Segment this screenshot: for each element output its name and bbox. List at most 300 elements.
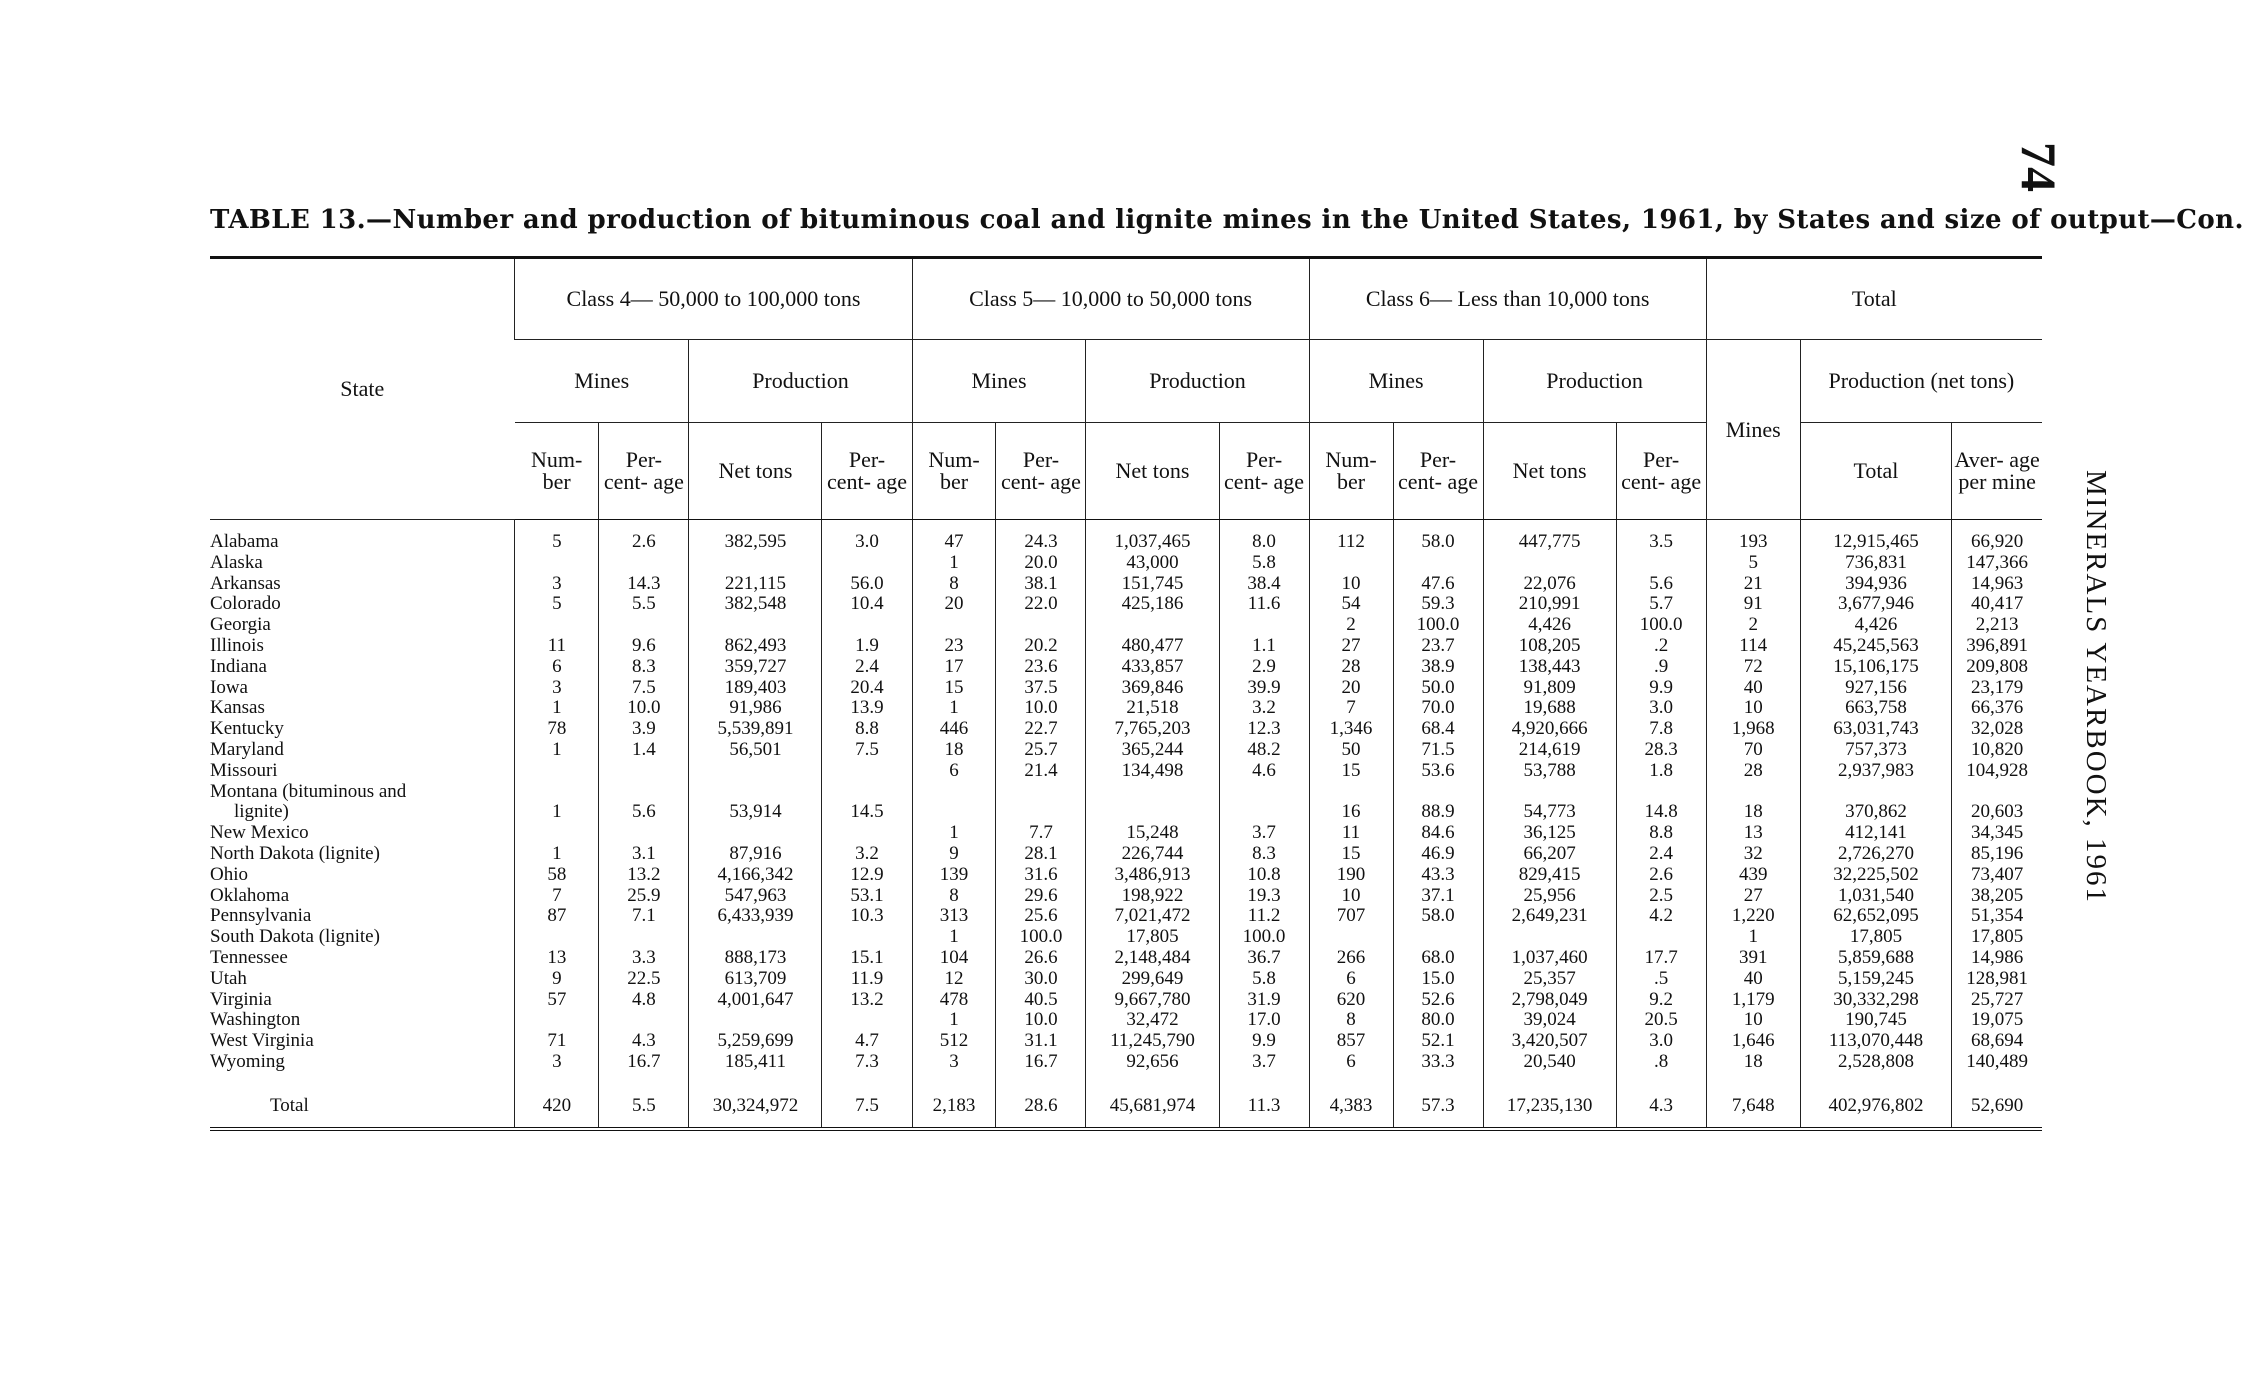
- total-average-per-mine-cell: 25,727: [1952, 990, 2042, 1011]
- class5-net-tons-cell: 92,656: [1086, 1052, 1219, 1073]
- total-mines-cell: 2: [1706, 615, 1800, 636]
- class6-net-tons-cell: 210,991: [1483, 594, 1616, 615]
- class5-net-tons-cell: 480,477: [1086, 636, 1219, 657]
- class5-production-percentage-cell: 8.3: [1219, 844, 1309, 865]
- class6-mines-percentage-cell: [1393, 927, 1483, 948]
- class5-production-percentage-cell: [1219, 802, 1309, 823]
- class4-mines-percentage-cell: 5.5: [599, 594, 689, 615]
- state-name: lignite): [234, 802, 289, 823]
- class5-mines-percentage-header: Per- cent- age: [996, 423, 1086, 520]
- class4-net-tons-cell: 382,548: [689, 594, 822, 615]
- class4-number-cell: [515, 1010, 599, 1031]
- class6-mines-percentage-header: Per- cent- age: [1393, 423, 1483, 520]
- table-row: [210, 823, 2042, 844]
- class6-mines-percentage-cell: 80.0: [1393, 1010, 1483, 1031]
- class6-production-percentage-cell: 5.7: [1616, 594, 1706, 615]
- class6-net-tons-cell: 138,443: [1483, 657, 1616, 678]
- class4-production-percentage-cell: 7.5: [822, 740, 912, 761]
- total-mines-cell: 28: [1706, 761, 1800, 782]
- class6-net-tons-cell: 17,235,130: [1483, 1085, 1616, 1129]
- total-mines-cell: 5: [1706, 553, 1800, 574]
- class6-net-tons-cell: 3,420,507: [1483, 1031, 1616, 1052]
- class5-mines-percentage-cell: 7.7: [996, 823, 1086, 844]
- class6-net-tons-cell: 54,773: [1483, 802, 1616, 823]
- class4-production-percentage-cell: [822, 615, 912, 636]
- class4-mines-percentage-cell: 3.3: [599, 948, 689, 969]
- class5-net-tons-cell: 9,667,780: [1086, 990, 1219, 1011]
- state-name: Georgia: [210, 615, 271, 636]
- class4-mines-percentage-cell: 10.0: [599, 698, 689, 719]
- class6-number-cell: 4,383: [1309, 1085, 1393, 1129]
- class4-mines-percentage-cell: 14.3: [599, 574, 689, 595]
- class5-production-percentage-cell: 12.3: [1219, 719, 1309, 740]
- class6-net-tons-cell: 53,788: [1483, 761, 1616, 782]
- class6-mines-percentage-cell: 53.6: [1393, 761, 1483, 782]
- total-production-total-cell: 2,937,983: [1800, 761, 1951, 782]
- class6-mines-percentage-cell: 57.3: [1393, 1085, 1483, 1129]
- class6-number-cell: 266: [1309, 948, 1393, 969]
- class5-mines-percentage-cell: 31.6: [996, 865, 1086, 886]
- class4-mines-percentage-cell: [599, 761, 689, 782]
- class5-net-tons-cell: 369,846: [1086, 678, 1219, 699]
- total-production-total-cell: 62,652,095: [1800, 906, 1951, 927]
- total-average-per-mine-cell: 128,981: [1952, 969, 2042, 990]
- class4-production-percentage-cell: [822, 553, 912, 574]
- class5-mines-percentage-cell: [996, 615, 1086, 636]
- class4-number-cell: 1: [515, 698, 599, 719]
- table-row: [210, 969, 2042, 990]
- class5-production-percentage-header: Per- cent- age: [1219, 423, 1309, 520]
- class5-mines-percentage-cell: 31.1: [996, 1031, 1086, 1052]
- class6-net-tons-cell: 447,775: [1483, 532, 1616, 553]
- class6-number-cell: [1309, 927, 1393, 948]
- class5-number-cell: 17: [912, 657, 996, 678]
- class6-number-cell: 15: [1309, 761, 1393, 782]
- class5-number-cell: 139: [912, 865, 996, 886]
- total-production-total-cell: 757,373: [1800, 740, 1951, 761]
- class6-production-percentage-cell: 9.9: [1616, 678, 1706, 699]
- state-name: Virginia: [210, 989, 272, 1010]
- class5-number-cell: 313: [912, 906, 996, 927]
- class5-production-percentage-cell: 8.0: [1219, 532, 1309, 553]
- total-average-per-mine-cell: 85,196: [1952, 844, 2042, 865]
- total-average-per-mine-cell: 66,920: [1952, 532, 2042, 553]
- class6-number-cell: 7: [1309, 698, 1393, 719]
- class6-mines-percentage-cell: [1393, 782, 1483, 803]
- total-mines-cell: 40: [1706, 678, 1800, 699]
- state-name: Oklahoma: [210, 885, 290, 906]
- total-average-per-mine-cell: 23,179: [1952, 678, 2042, 699]
- class4-net-tons-cell: [689, 927, 822, 948]
- class4-net-tons-cell: 4,166,342: [689, 865, 822, 886]
- class6-net-tons-cell: 20,540: [1483, 1052, 1616, 1073]
- spacer-row: [210, 1073, 2042, 1085]
- total-average-per-mine-cell: 20,603: [1952, 802, 2042, 823]
- class5-net-tons-cell: 43,000: [1086, 553, 1219, 574]
- class4-number-cell: [515, 823, 599, 844]
- class5-net-tons-cell: 2,148,484: [1086, 948, 1219, 969]
- class6-net-tons-cell: [1483, 553, 1616, 574]
- class5-number-cell: 3: [912, 1052, 996, 1073]
- class4-net-tons-cell: 359,727: [689, 657, 822, 678]
- class5-mines-percentage-cell: 16.7: [996, 1052, 1086, 1073]
- class4-mines-percentage-cell: [599, 553, 689, 574]
- class6-net-tons-cell: 829,415: [1483, 865, 1616, 886]
- class4-number-cell: [515, 782, 599, 803]
- class6-number-cell: 707: [1309, 906, 1393, 927]
- class5-mines-percentage-cell: 21.4: [996, 761, 1086, 782]
- class4-mines-percentage-cell: 3.1: [599, 844, 689, 865]
- total-average-per-mine-cell: 38,205: [1952, 886, 2042, 907]
- state-name: Colorado: [210, 594, 281, 615]
- class5-mines-percentage-cell: 28.6: [996, 1085, 1086, 1129]
- class6-net-tons-cell: 4,920,666: [1483, 719, 1616, 740]
- total-mines-cell: 18: [1706, 802, 1800, 823]
- class5-mines-percentage-cell: 10.0: [996, 1010, 1086, 1031]
- total-mines-cell: 193: [1706, 532, 1800, 553]
- class4-mines-percentage-header: Per- cent- age: [599, 423, 689, 520]
- class5-production-percentage-cell: 17.0: [1219, 1010, 1309, 1031]
- class4-net-tons-cell: 547,963: [689, 886, 822, 907]
- class4-net-tons-cell: 6,433,939: [689, 906, 822, 927]
- table-row: [210, 802, 2042, 823]
- class4-production-percentage-cell: 1.9: [822, 636, 912, 657]
- class4-production-percentage-cell: 3.0: [822, 532, 912, 553]
- class4-production-percentage-cell: [822, 823, 912, 844]
- class4-mines-percentage-cell: 7.1: [599, 906, 689, 927]
- table-row: [210, 532, 2042, 553]
- class5-net-tons-cell: 15,248: [1086, 823, 1219, 844]
- class5-number-cell: 12: [912, 969, 996, 990]
- class6-mines-percentage-cell: 58.0: [1393, 532, 1483, 553]
- table-body: [210, 520, 2042, 1129]
- state-name: Pennsylvania: [210, 906, 312, 927]
- class4-mines-header: Mines: [515, 340, 689, 423]
- class4-production-percentage-cell: 7.5: [822, 1085, 912, 1129]
- class5-net-tons-cell: 45,681,974: [1086, 1085, 1219, 1129]
- total-average-per-mine-cell: 68,694: [1952, 1031, 2042, 1052]
- class4-net-tons-cell: [689, 782, 822, 803]
- class6-production-percentage-cell: 14.8: [1616, 802, 1706, 823]
- total-production-total-cell: 394,936: [1800, 574, 1951, 595]
- class6-number-cell: 16: [1309, 802, 1393, 823]
- class5-mines-percentage-cell: [996, 782, 1086, 803]
- class4-number-cell: 13: [515, 948, 599, 969]
- state-name: Utah: [210, 968, 247, 989]
- class4-net-tons-header: Net tons: [689, 423, 822, 520]
- class6-net-tons-cell: 4,426: [1483, 615, 1616, 636]
- class6-net-tons-cell: 36,125: [1483, 823, 1616, 844]
- class6-production-percentage-cell: 9.2: [1616, 990, 1706, 1011]
- class5-production-percentage-cell: 4.6: [1219, 761, 1309, 782]
- class5-net-tons-cell: 17,805: [1086, 927, 1219, 948]
- state-name: Ohio: [210, 864, 248, 885]
- class4-net-tons-cell: [689, 553, 822, 574]
- class5-number-cell: 1: [912, 698, 996, 719]
- total-production-total-cell: 4,426: [1800, 615, 1951, 636]
- class4-production-percentage-cell: [822, 1010, 912, 1031]
- class4-number-cell: 5: [515, 532, 599, 553]
- class4-number-cell: 58: [515, 865, 599, 886]
- class6-number-cell: 1,346: [1309, 719, 1393, 740]
- class5-net-tons-cell: [1086, 802, 1219, 823]
- state-name: Arkansas: [210, 573, 281, 594]
- class6-production-percentage-cell: [1616, 927, 1706, 948]
- class4-mines-percentage-cell: 22.5: [599, 969, 689, 990]
- table-title: TABLE 13.—Number and production of bituminous coal and lignite mines in the United States, 1961, by States and size of output—Con.: [210, 205, 2244, 235]
- table-row: [210, 990, 2042, 1011]
- class4-net-tons-cell: 53,914: [689, 802, 822, 823]
- class6-mines-percentage-cell: 71.5: [1393, 740, 1483, 761]
- class4-production-percentage-cell: 13.9: [822, 698, 912, 719]
- class4-number-cell: [515, 927, 599, 948]
- class5-net-tons-cell: 134,498: [1086, 761, 1219, 782]
- class5-number-cell: 47: [912, 532, 996, 553]
- table-row: [210, 886, 2042, 907]
- table-row: [210, 574, 2042, 595]
- class6-number-cell: 28: [1309, 657, 1393, 678]
- class5-production-percentage-cell: 11.2: [1219, 906, 1309, 927]
- class5-net-tons-cell: 11,245,790: [1086, 1031, 1219, 1052]
- class4-production-percentage-cell: [822, 761, 912, 782]
- state-name: Montana (bituminous and: [210, 781, 407, 802]
- class4-net-tons-cell: [689, 615, 822, 636]
- class4-number-cell: 1: [515, 740, 599, 761]
- class5-mines-percentage-cell: 25.6: [996, 906, 1086, 927]
- class4-mines-percentage-cell: 5.6: [599, 802, 689, 823]
- class6-production-header: Production: [1483, 340, 1706, 423]
- class6-number-cell: 857: [1309, 1031, 1393, 1052]
- class5-production-percentage-cell: 38.4: [1219, 574, 1309, 595]
- class5-mines-percentage-cell: 26.6: [996, 948, 1086, 969]
- class5-number-cell: 9: [912, 844, 996, 865]
- class5-net-tons-cell: 299,649: [1086, 969, 1219, 990]
- class4-mines-percentage-cell: [599, 823, 689, 844]
- class4-number-cell: 1: [515, 802, 599, 823]
- class5-mines-percentage-cell: 25.7: [996, 740, 1086, 761]
- class6-mines-percentage-cell: 68.4: [1393, 719, 1483, 740]
- class6-number-cell: 6: [1309, 969, 1393, 990]
- table-row: [210, 1052, 2042, 1073]
- class6-net-tons-cell: 19,688: [1483, 698, 1616, 719]
- class5-number-cell: 8: [912, 886, 996, 907]
- class4-production-percentage-cell: 3.2: [822, 844, 912, 865]
- total-production-total-cell: 3,677,946: [1800, 594, 1951, 615]
- class6-production-percentage-cell: 1.8: [1616, 761, 1706, 782]
- total-production-total-cell: 2,528,808: [1800, 1052, 1951, 1073]
- class5-number-cell: 1: [912, 823, 996, 844]
- class4-number-cell: 7: [515, 886, 599, 907]
- total-mines-cell: 1,646: [1706, 1031, 1800, 1052]
- class5-net-tons-cell: 32,472: [1086, 1010, 1219, 1031]
- class5-production-percentage-cell: [1219, 782, 1309, 803]
- class4-net-tons-cell: [689, 1010, 822, 1031]
- class5-number-cell: [912, 782, 996, 803]
- total-mines-cell: 10: [1706, 698, 1800, 719]
- state-name: Washington: [210, 1010, 301, 1031]
- class5-number-cell: 23: [912, 636, 996, 657]
- class4-net-tons-cell: 4,001,647: [689, 990, 822, 1011]
- class5-number-cell: 6: [912, 761, 996, 782]
- table-row: [210, 553, 2042, 574]
- class6-net-tons-cell: 66,207: [1483, 844, 1616, 865]
- total-mines-cell: 72: [1706, 657, 1800, 678]
- class5-number-header: Num- ber: [912, 423, 996, 520]
- table-row: [210, 906, 2042, 927]
- class6-number-cell: [1309, 782, 1393, 803]
- class6-mines-percentage-cell: 23.7: [1393, 636, 1483, 657]
- class5-mines-percentage-cell: 30.0: [996, 969, 1086, 990]
- total-mines-cell: 1,220: [1706, 906, 1800, 927]
- total-average-per-mine-cell: 40,417: [1952, 594, 2042, 615]
- class5-number-cell: 15: [912, 678, 996, 699]
- total-production-total-cell: 736,831: [1800, 553, 1951, 574]
- class6-production-percentage-cell: 5.6: [1616, 574, 1706, 595]
- class5-production-percentage-cell: 3.2: [1219, 698, 1309, 719]
- class4-mines-percentage-cell: 4.3: [599, 1031, 689, 1052]
- class4-production-percentage-cell: 15.1: [822, 948, 912, 969]
- class6-number-cell: 8: [1309, 1010, 1393, 1031]
- total-average-per-mine-cell: 19,075: [1952, 1010, 2042, 1031]
- total-production-header: Production (net tons): [1800, 340, 2042, 423]
- total-mines-cell: 1: [1706, 927, 1800, 948]
- class4-net-tons-cell: 87,916: [689, 844, 822, 865]
- class6-production-percentage-cell: .5: [1616, 969, 1706, 990]
- table-row: [210, 678, 2042, 699]
- state-name: West Virginia: [210, 1031, 314, 1052]
- class4-net-tons-cell: 862,493: [689, 636, 822, 657]
- class6-net-tons-cell: 22,076: [1483, 574, 1616, 595]
- class6-net-tons-header: Net tons: [1483, 423, 1616, 520]
- class6-mines-percentage-cell: 88.9: [1393, 802, 1483, 823]
- class4-net-tons-cell: 56,501: [689, 740, 822, 761]
- class5-production-percentage-cell: 9.9: [1219, 1031, 1309, 1052]
- class4-production-percentage-cell: 10.4: [822, 594, 912, 615]
- total-average-per-mine-cell: 147,366: [1952, 553, 2042, 574]
- total-production-total-cell: 32,225,502: [1800, 865, 1951, 886]
- class5-production-percentage-cell: 36.7: [1219, 948, 1309, 969]
- class4-mines-percentage-cell: 13.2: [599, 865, 689, 886]
- table-row: [210, 782, 2042, 803]
- class6-number-header: Num- ber: [1309, 423, 1393, 520]
- total-production-total-cell: 190,745: [1800, 1010, 1951, 1031]
- class5-mines-percentage-cell: 29.6: [996, 886, 1086, 907]
- total-mines-cell: 32: [1706, 844, 1800, 865]
- class6-number-cell: 50: [1309, 740, 1393, 761]
- total-mines-cell: 1,968: [1706, 719, 1800, 740]
- class6-number-cell: 54: [1309, 594, 1393, 615]
- class4-production-percentage-cell: 7.3: [822, 1052, 912, 1073]
- class5-production-header: Production: [1086, 340, 1309, 423]
- total-production-total-header: Total: [1800, 423, 1951, 520]
- class5-production-percentage-cell: 3.7: [1219, 1052, 1309, 1073]
- class5-mines-percentage-cell: 40.5: [996, 990, 1086, 1011]
- state-name: Kansas: [210, 698, 265, 719]
- class4-production-percentage-cell: 12.9: [822, 865, 912, 886]
- total-average-per-mine-cell: 32,028: [1952, 719, 2042, 740]
- class5-mines-percentage-cell: 37.5: [996, 678, 1086, 699]
- class5-net-tons-cell: [1086, 615, 1219, 636]
- class4-number-cell: 78: [515, 719, 599, 740]
- class4-production-percentage-cell: 56.0: [822, 574, 912, 595]
- class4-net-tons-cell: 185,411: [689, 1052, 822, 1073]
- total-production-total-cell: 12,915,465: [1800, 532, 1951, 553]
- total-mines-cell: [1706, 782, 1800, 803]
- class5-production-percentage-cell: 19.3: [1219, 886, 1309, 907]
- class5-mines-percentage-cell: 20.0: [996, 553, 1086, 574]
- class6-mines-percentage-cell: 46.9: [1393, 844, 1483, 865]
- table-row: [210, 636, 2042, 657]
- class5-net-tons-cell: 226,744: [1086, 844, 1219, 865]
- total-header: Total: [1706, 258, 2042, 340]
- total-label: Total: [210, 1085, 515, 1129]
- running-header: MINERALS YEARBOOK, 1961: [2080, 470, 2112, 905]
- class6-mines-percentage-cell: 59.3: [1393, 594, 1483, 615]
- class6-production-percentage-header: Per- cent- age: [1616, 423, 1706, 520]
- class6-header: Class 6— Less than 10,000 tons: [1309, 258, 1706, 340]
- total-mines-cell: 40: [1706, 969, 1800, 990]
- class5-net-tons-cell: [1086, 782, 1219, 803]
- class4-production-percentage-cell: 53.1: [822, 886, 912, 907]
- class5-production-percentage-cell: [1219, 615, 1309, 636]
- class5-net-tons-cell: 1,037,465: [1086, 532, 1219, 553]
- class4-number-cell: 3: [515, 574, 599, 595]
- class6-mines-percentage-cell: 58.0: [1393, 906, 1483, 927]
- class5-net-tons-cell: 7,021,472: [1086, 906, 1219, 927]
- class5-production-percentage-cell: 11.3: [1219, 1085, 1309, 1129]
- class4-net-tons-cell: 382,595: [689, 532, 822, 553]
- class4-production-percentage-header: Per- cent- age: [822, 423, 912, 520]
- class4-production-percentage-cell: 20.4: [822, 678, 912, 699]
- class4-number-cell: [515, 553, 599, 574]
- class4-production-percentage-cell: 8.8: [822, 719, 912, 740]
- page-number: 74: [2011, 142, 2067, 192]
- class4-net-tons-cell: 221,115: [689, 574, 822, 595]
- table-row: [210, 740, 2042, 761]
- total-production-total-cell: 2,726,270: [1800, 844, 1951, 865]
- class4-mines-percentage-cell: 4.8: [599, 990, 689, 1011]
- class6-production-percentage-cell: 2.5: [1616, 886, 1706, 907]
- table-row: [210, 927, 2042, 948]
- total-mines-cell: 21: [1706, 574, 1800, 595]
- total-average-per-mine-cell: 10,820: [1952, 740, 2042, 761]
- total-average-per-mine-cell: 396,891: [1952, 636, 2042, 657]
- class4-mines-percentage-cell: 5.5: [599, 1085, 689, 1129]
- class6-mines-percentage-cell: 37.1: [1393, 886, 1483, 907]
- class4-net-tons-cell: 91,986: [689, 698, 822, 719]
- table-row: [210, 594, 2042, 615]
- total-production-total-cell: [1800, 782, 1951, 803]
- class5-mines-percentage-cell: 24.3: [996, 532, 1086, 553]
- class6-number-cell: 11: [1309, 823, 1393, 844]
- class6-mines-percentage-cell: 47.6: [1393, 574, 1483, 595]
- class6-production-percentage-cell: 2.4: [1616, 844, 1706, 865]
- total-mines-cell: 13: [1706, 823, 1800, 844]
- class6-mines-percentage-cell: 43.3: [1393, 865, 1483, 886]
- class5-number-cell: 8: [912, 574, 996, 595]
- class5-production-percentage-cell: 5.8: [1219, 969, 1309, 990]
- class6-production-percentage-cell: 4.2: [1616, 906, 1706, 927]
- total-production-total-cell: 412,141: [1800, 823, 1951, 844]
- class6-number-cell: 27: [1309, 636, 1393, 657]
- class4-number-cell: 11: [515, 636, 599, 657]
- class5-production-percentage-cell: 5.8: [1219, 553, 1309, 574]
- class6-mines-percentage-cell: 15.0: [1393, 969, 1483, 990]
- production-table: [210, 256, 2042, 1131]
- class6-net-tons-cell: 2,798,049: [1483, 990, 1616, 1011]
- total-average-per-mine-cell: 14,986: [1952, 948, 2042, 969]
- class6-production-percentage-cell: 2.6: [1616, 865, 1706, 886]
